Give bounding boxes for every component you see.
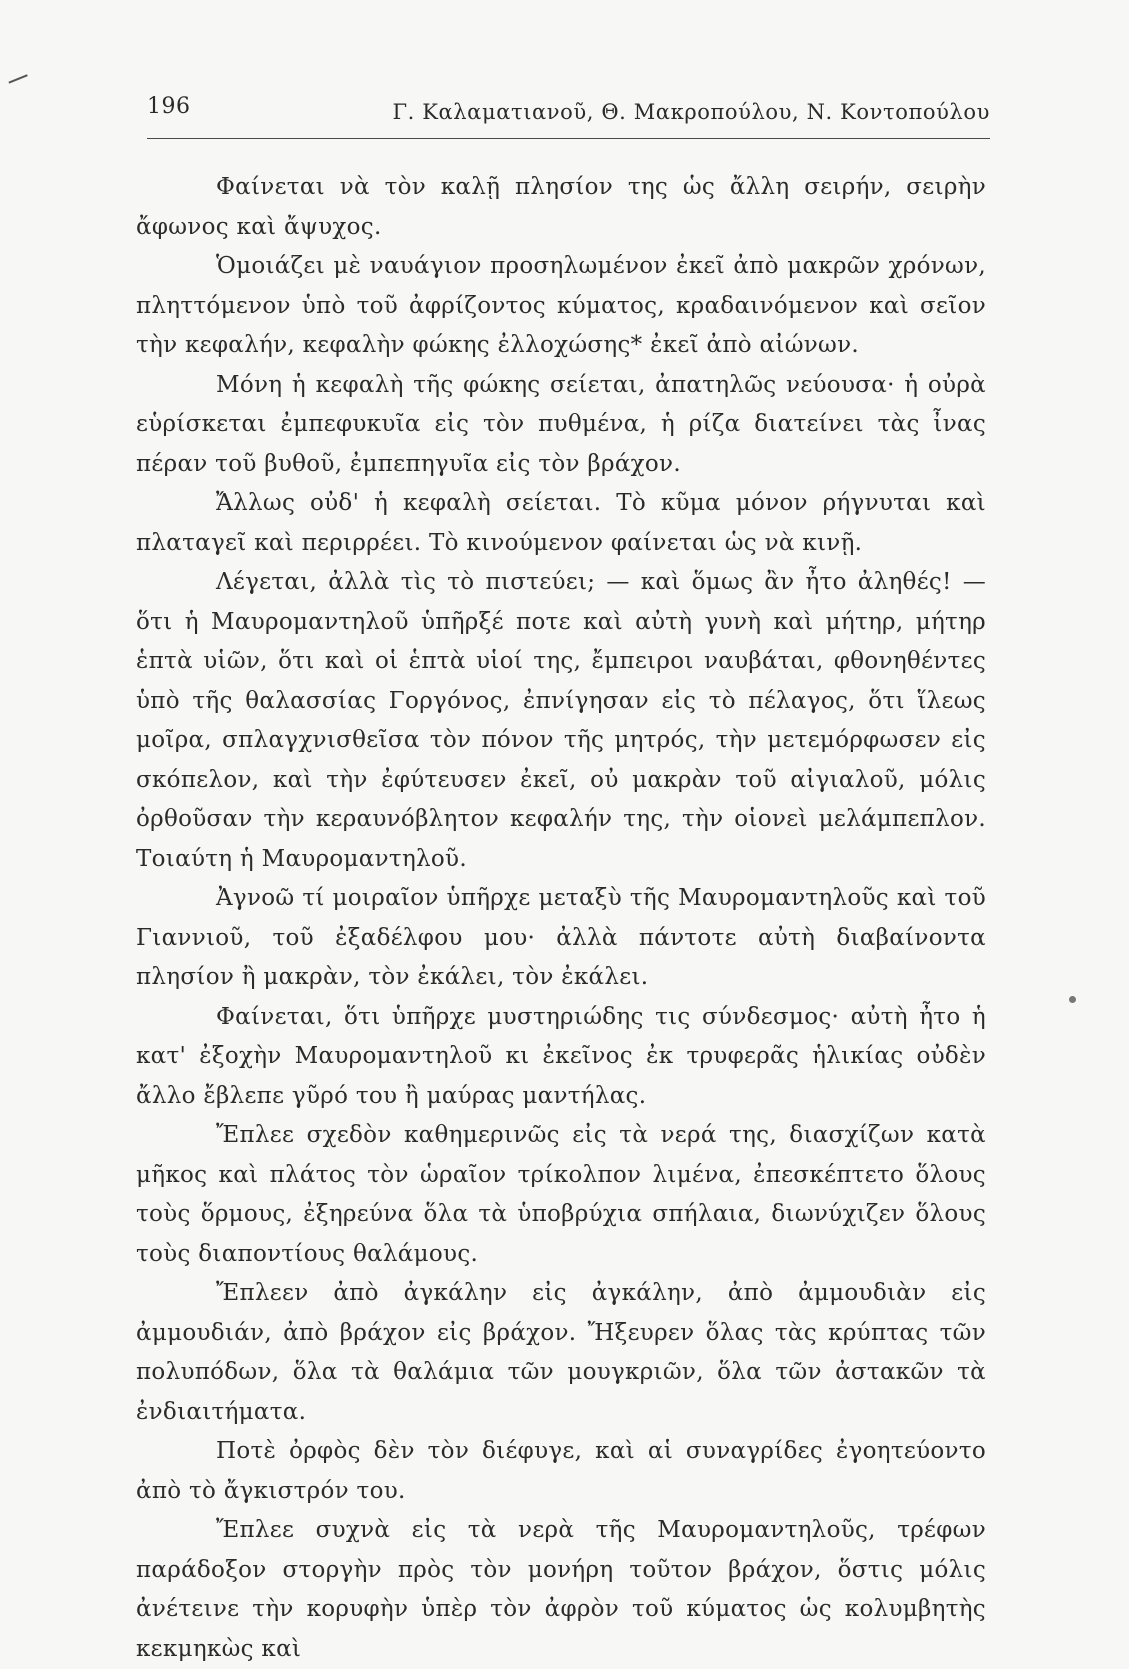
paragraph: Ἔπλεε συχνὰ εἰς τὰ νερὰ τῆς Μαυρομαντηλοῦς, τρέφων παράδοξον στοργὴν πρὸς τὸν μονήρη τοῦτον βράχον, ὅστις μόλις ἀνέτεινε τὴν κορυφὴν ὑπὲρ τὸν ἀφρὸν τοῦ κύματος ὡς κολυμβητὴς κεκμηκὼς καὶ (136, 1517, 986, 1662)
paragraph: Λέγεται, ἀλλὰ τὶς τὸ πιστεύει; — καὶ ὅμως ἂν ἦτο ἀληθές! — ὅτι ἡ Μαυρομαντηλοῦ ὑπῆρξέ ποτε καὶ αὐτὴ γυνὴ καὶ μήτηρ, μήτηρ ἑπτὰ υἱῶν, ὅτι καὶ οἱ ἑπτὰ υἱοί της, ἔμπειροι ναυβάται, φθονηθέντες ὑπὸ τῆς θαλασσίας Γοργόνος, ἐπνίγησαν εἰς τὸ πέλαγος, ὅτι ἵλεως μοῖρα, σπλαγχνισθεῖσα τὸν πόνον τῆς μητρός, τὴν μετεμόρφωσεν εἰς σκόπελον, καὶ τὴν ἐφύτευσεν ἐκεῖ, οὐ μακρὰν τοῦ αἰγιαλοῦ, μόλις ὀρθοῦσαν τὴν κεραυνόβλητον κεφαλήν της, τὴν οἱονεὶ μελάμπεπλον. Τοιαύτη ἡ Μαυρομαντηλοῦ. (136, 569, 986, 872)
paragraph: Ἔπλεε σχεδὸν καθημερινῶς εἰς τὰ νερά της, διασχίζων κατὰ μῆκος καὶ πλάτος τὸν ὡραῖον τρίκολπον λιμένα, ἐπεσκέπτετο ὅλους τοὺς ὅρμους, ἐξηρεύνα ὅλα τὰ ὑποβρύχια σπήλαια, διωνύχιζεν ὅλους τοὺς διαποντίους θαλάμους. (136, 1122, 986, 1267)
paragraph: Ὁμοιάζει μὲ ναυάγιον προσηλωμένον ἐκεῖ ἀπὸ μακρῶν χρόνων, πληττόμενον ὑπὸ τοῦ ἀφρίζοντος κύματος, κραδαινόμενον καὶ σεῖον τὴν κεφαλήν, κεφαλὴν φώκης ἐλλοχώσης* ἐκεῖ ἀπὸ αἰώνων. (136, 253, 986, 358)
paragraph: Ἀγνοῶ τί μοιραῖον ὑπῆρχε μεταξὺ τῆς Μαυρομαντηλοῦς καὶ τοῦ Γιαννιοῦ, τοῦ ἐξαδέλφου μου· ἀλλὰ πάντοτε αὐτὴ διαβαίνοντα πλησίον ἢ μακρὰν, τὸν ἐκάλει, τὸν ἐκάλει. (136, 885, 986, 990)
page-header (147, 92, 990, 139)
ink-speck (1069, 996, 1076, 1003)
paragraph: Ἔπλεεν ἀπὸ ἀγκάλην εἰς ἀγκάλην, ἀπὸ ἀμμουδιὰν εἰς ἀμμουδιάν, ἀπὸ βράχον εἰς βράχον. Ἤξευρεν ὅλας τὰς κρύπτας τῶν πολυπόδων, ὅλα τὰ θαλάμια τῶν μουγκριῶν, ὅλα τῶν ἀστακῶν τὰ ἐνδιαιτήματα. (136, 1280, 986, 1425)
page-number: 196 (147, 94, 191, 119)
paragraph: Φαίνεται, ὅτι ὑπῆρχε μυστηριώδης τις σύνδεσμος· αὐτὴ ἦτο ἡ κατ' ἐξοχὴν Μαυρομαντηλοῦ κι ἐκεῖνος ἐκ τρυφερᾶς ἡλικίας οὐδὲν ἄλλο ἔβλεπε γῦρό του ἢ μαύρας μαντήλας. (136, 1003, 986, 1109)
paragraph: Ἄλλως οὐδ' ἡ κεφαλὴ σείεται. Τὸ κῦμα μόνον ρήγνυται καὶ πλαταγεῖ καὶ περιρρέει. Τὸ κινούμενον φαίνεται ὡς νὰ κινῇ. (136, 490, 986, 556)
paragraph: Μόνη ἡ κεφαλὴ τῆς φώκης σείεται, ἀπατηλῶς νεύουσα· ἡ οὐρὰ εὑρίσκεται ἐμπεφυκυῖα εἰς τὸν πυθμένα, ἡ ρίζα διατείνει τὰς ἶνας πέραν τοῦ βυθοῦ, ἐμπεπηγυῖα εἰς τὸν βράχον. (136, 371, 986, 477)
paragraph: Φαίνεται νὰ τὸν καλῇ πλησίον της ὡς ἄλλη σειρήν, σειρὴν ἄφωνος καὶ ἄψυχος. (136, 174, 986, 240)
paragraph: Ποτὲ ὀρφὸς δὲν τὸν διέφυγε, καὶ αἱ συναγρίδες ἐγοητεύοντο ἀπὸ τὸ ἄγκιστρόν του. (136, 1438, 986, 1504)
body-text (136, 168, 986, 1669)
stray-pen-mark (8, 74, 27, 83)
running-head: Γ. Καλαματιανοῦ, Θ. Μακροπούλου, Ν. Κοντοπούλου (392, 100, 990, 124)
